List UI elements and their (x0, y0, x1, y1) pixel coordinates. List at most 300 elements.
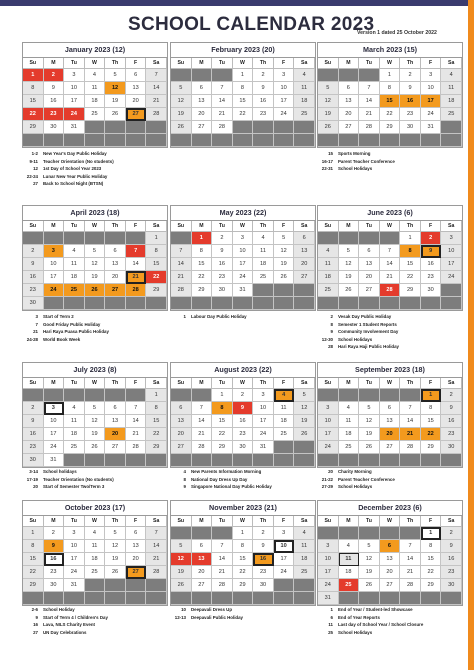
day-cell: 14 (146, 540, 167, 553)
weekday-header: W (233, 58, 254, 69)
day-cell: 19 (274, 258, 295, 271)
note-item (22, 180, 172, 188)
day-cell: 2 (23, 402, 44, 415)
day-cell: 18 (339, 428, 360, 441)
empty-day-cell (339, 454, 360, 467)
weekday-header: Sa (294, 221, 315, 232)
day-cell: 27 (339, 121, 360, 134)
day-cell: 14 (126, 258, 147, 271)
note-text: Good Friday Public Holiday (43, 321, 101, 327)
day-cell: 9 (400, 82, 421, 95)
day-cell: 2 (212, 232, 233, 245)
note-item (317, 328, 467, 336)
month-notes (170, 313, 320, 321)
day-cell: 24 (253, 428, 274, 441)
note-text: Teacher Orientation (No students) (43, 158, 114, 164)
note-item (317, 158, 467, 166)
day-cell: 18 (294, 553, 315, 566)
day-cell: 10 (318, 553, 339, 566)
day-cell: 1 (233, 527, 254, 540)
day-cell: 7 (192, 402, 213, 415)
note-text: Parent Teacher Conference (338, 476, 395, 482)
empty-day-cell (318, 527, 339, 540)
note-text: UN Day Celebrations (43, 629, 87, 635)
day-cell: 11 (85, 540, 106, 553)
day-cell: 1 (23, 69, 44, 82)
empty-day-cell (294, 121, 315, 134)
day-cell: 26 (85, 441, 106, 454)
note-date: 9-11 (29, 158, 38, 164)
note-date: 20 (328, 469, 333, 474)
day-cell: 30 (23, 297, 44, 310)
empty-day-cell (274, 579, 295, 592)
note-date: 12-13 (174, 614, 186, 620)
day-cell: 30 (441, 441, 462, 454)
day-cell: 30 (23, 454, 44, 467)
note-item (22, 336, 172, 344)
day-cell: 3 (253, 389, 274, 402)
day-cell: 12 (171, 553, 192, 566)
day-cell: 19 (359, 566, 380, 579)
day-cell: 16 (253, 95, 274, 108)
weekday-header: Th (253, 58, 274, 69)
note-date: 1 (183, 314, 186, 319)
day-grid (318, 58, 462, 147)
empty-day-cell (253, 134, 274, 147)
note-item (22, 468, 172, 476)
note-text: 1st Day of School Year 2023 (43, 166, 102, 171)
day-cell: 30 (400, 121, 421, 134)
day-cell: 20 (380, 566, 401, 579)
empty-day-cell (294, 454, 315, 467)
day-cell: 12 (294, 402, 315, 415)
empty-day-cell (85, 297, 106, 310)
weekday-header: Tu (212, 58, 233, 69)
day-cell: 30 (253, 579, 274, 592)
empty-day-cell (318, 232, 339, 245)
empty-day-cell (85, 389, 106, 402)
empty-day-cell (400, 297, 421, 310)
note-item (22, 150, 172, 158)
empty-day-cell (253, 284, 274, 297)
day-cell: 2 (44, 527, 65, 540)
note-text: Sports Morning (338, 151, 371, 156)
weekday-header: Sa (146, 58, 167, 69)
day-cell: 21 (126, 428, 147, 441)
day-cell: 11 (64, 258, 85, 271)
weekday-header: M (44, 516, 65, 527)
note-text: World Book Week (43, 336, 81, 342)
day-cell: 21 (192, 428, 213, 441)
day-cell: 22 (400, 271, 421, 284)
empty-day-cell (85, 134, 106, 147)
day-cell: 10 (64, 540, 85, 553)
empty-day-cell (171, 297, 192, 310)
note-date: 22-31 (321, 166, 333, 171)
month-notes (22, 313, 172, 343)
empty-day-cell (294, 284, 315, 297)
day-cell: 14 (126, 415, 147, 428)
day-cell: 13 (359, 258, 380, 271)
note-text: Community Involvement Day (338, 329, 399, 334)
note-text: Start of Term 2 (43, 314, 74, 319)
day-cell: 29 (421, 579, 442, 592)
day-cell: 1 (192, 232, 213, 245)
note-text: Deepavali Public Holiday (191, 614, 243, 620)
day-cell: 4 (85, 527, 106, 540)
weekday-header: W (380, 221, 401, 232)
weekday-header: F (274, 221, 295, 232)
day-cell: 20 (380, 428, 401, 441)
empty-day-cell (400, 389, 421, 402)
day-cell: 30 (233, 441, 254, 454)
day-cell: 7 (146, 69, 167, 82)
empty-day-cell (380, 232, 401, 245)
empty-day-cell (441, 592, 462, 605)
month-title: June 2023 (6) (318, 206, 462, 221)
note-text: Vesak Day Public Holiday (338, 314, 392, 319)
day-cell: 10 (253, 402, 274, 415)
day-cell: 27 (192, 579, 213, 592)
day-cell: 25 (441, 108, 462, 121)
empty-day-cell (274, 441, 295, 454)
day-cell: 5 (339, 245, 360, 258)
empty-day-cell (233, 454, 254, 467)
empty-day-cell (44, 389, 65, 402)
weekday-header: Tu (359, 516, 380, 527)
empty-day-cell (192, 69, 213, 82)
day-cell: 10 (64, 82, 85, 95)
day-cell: 29 (146, 284, 167, 297)
day-cell: 25 (85, 566, 106, 579)
day-cell: 8 (23, 82, 44, 95)
day-cell: 29 (23, 579, 44, 592)
month-calendar (170, 362, 316, 468)
day-cell: 9 (441, 540, 462, 553)
day-grid (23, 378, 167, 467)
day-cell: 10 (44, 415, 65, 428)
note-text: School Holidays (338, 336, 373, 342)
day-cell: 20 (126, 95, 147, 108)
empty-day-cell (441, 297, 462, 310)
note-item (317, 150, 467, 158)
day-cell: 27 (105, 441, 126, 454)
note-text: Singapore National Day Public Holiday (191, 484, 272, 489)
weekday-header: M (339, 221, 360, 232)
day-cell: 28 (400, 579, 421, 592)
empty-day-cell (421, 297, 442, 310)
note-text: Hari Raya Haji Public Holiday (338, 344, 400, 349)
note-date: 9 (330, 329, 333, 334)
weekday-header: Su (171, 221, 192, 232)
day-cell: 27 (380, 441, 401, 454)
day-cell: 22 (380, 108, 401, 121)
empty-day-cell (105, 297, 126, 310)
empty-day-cell (339, 69, 360, 82)
note-date: 20 (33, 484, 38, 489)
empty-day-cell (64, 389, 85, 402)
day-cell: 13 (380, 553, 401, 566)
empty-day-cell (233, 134, 254, 147)
weekday-header: F (421, 58, 442, 69)
weekday-header: Tu (64, 58, 85, 69)
empty-day-cell (44, 232, 65, 245)
note-text: Lava, NILS Charity Event (43, 622, 95, 627)
day-cell: 5 (171, 540, 192, 553)
note-date: 11 (328, 622, 333, 627)
day-grid (171, 58, 315, 147)
day-cell: 21 (212, 566, 233, 579)
empty-day-cell (192, 592, 213, 605)
day-cell: 9 (253, 540, 274, 553)
day-cell: 25 (64, 441, 85, 454)
day-cell: 30 (44, 121, 65, 134)
day-cell: 8 (192, 245, 213, 258)
day-cell: 25 (64, 284, 85, 297)
day-cell: 20 (105, 428, 126, 441)
empty-day-cell (318, 297, 339, 310)
empty-day-cell (294, 592, 315, 605)
note-item (22, 173, 172, 181)
day-cell: 28 (146, 566, 167, 579)
day-cell: 26 (294, 428, 315, 441)
month-notes (22, 468, 172, 491)
empty-day-cell (64, 454, 85, 467)
note-item (170, 313, 320, 321)
day-cell: 31 (44, 454, 65, 467)
empty-day-cell (171, 527, 192, 540)
day-cell: 4 (64, 402, 85, 415)
empty-day-cell (126, 579, 147, 592)
day-cell: 30 (44, 579, 65, 592)
note-item (22, 606, 172, 614)
note-date: 15 (328, 151, 333, 156)
day-cell: 29 (421, 441, 442, 454)
day-cell: 13 (380, 415, 401, 428)
empty-day-cell (105, 121, 126, 134)
day-cell: 29 (23, 121, 44, 134)
day-cell: 18 (85, 95, 106, 108)
day-cell: 22 (233, 108, 254, 121)
day-cell: 26 (339, 284, 360, 297)
day-cell: 25 (294, 108, 315, 121)
note-date: 27 (33, 629, 38, 635)
empty-day-cell (359, 454, 380, 467)
month-notes (22, 606, 172, 636)
day-cell: 29 (146, 441, 167, 454)
day-cell: 16 (233, 415, 254, 428)
day-cell: 26 (105, 566, 126, 579)
month-calendar (22, 500, 168, 606)
day-cell: 16 (253, 553, 274, 566)
day-cell: 17 (64, 95, 85, 108)
day-cell: 26 (359, 441, 380, 454)
month-title: February 2023 (20) (171, 43, 315, 58)
day-cell: 16 (421, 258, 442, 271)
weekday-header: Sa (441, 516, 462, 527)
note-date: 3-14 (29, 469, 38, 474)
month-calendar (170, 42, 316, 148)
empty-day-cell (85, 454, 106, 467)
day-cell: 22 (192, 271, 213, 284)
weekday-header: F (421, 516, 442, 527)
empty-day-cell (441, 454, 462, 467)
note-date: 10 (181, 607, 186, 612)
weekday-header: Su (318, 516, 339, 527)
note-date: 24-28 (26, 336, 38, 342)
note-item (22, 476, 172, 484)
note-item (170, 606, 320, 614)
empty-day-cell (171, 389, 192, 402)
note-text: New Parents Information Morning (191, 469, 262, 474)
day-cell: 26 (85, 284, 106, 297)
day-cell: 14 (212, 95, 233, 108)
day-cell: 15 (233, 553, 254, 566)
day-cell: 19 (171, 566, 192, 579)
day-grid (318, 378, 462, 467)
note-date: 25 (328, 629, 333, 635)
empty-day-cell (294, 441, 315, 454)
day-cell: 9 (421, 245, 442, 258)
empty-day-cell (318, 69, 339, 82)
note-item (22, 158, 172, 166)
weekday-header: Sa (441, 58, 462, 69)
day-cell: 5 (85, 245, 106, 258)
day-cell: 29 (233, 579, 254, 592)
day-cell: 28 (146, 108, 167, 121)
day-cell: 15 (146, 415, 167, 428)
day-cell: 6 (339, 82, 360, 95)
note-item (317, 336, 467, 344)
day-cell: 7 (126, 245, 147, 258)
empty-day-cell (339, 232, 360, 245)
weekday-header: W (380, 378, 401, 389)
day-cell: 28 (126, 284, 147, 297)
day-cell: 21 (400, 428, 421, 441)
day-cell: 21 (146, 553, 167, 566)
empty-day-cell (44, 297, 65, 310)
empty-day-cell (339, 297, 360, 310)
day-cell: 5 (359, 540, 380, 553)
day-cell: 18 (64, 271, 85, 284)
note-date: 27 (33, 181, 38, 186)
day-cell: 17 (421, 95, 442, 108)
weekday-header: Sa (294, 378, 315, 389)
day-cell: 28 (212, 121, 233, 134)
day-cell: 1 (146, 389, 167, 402)
day-cell: 1 (146, 232, 167, 245)
weekday-header: Tu (64, 221, 85, 232)
day-cell: 20 (339, 108, 360, 121)
day-cell: 24 (441, 271, 462, 284)
weekday-header: Th (253, 516, 274, 527)
weekday-header: F (421, 221, 442, 232)
empty-day-cell (400, 134, 421, 147)
day-cell: 6 (192, 540, 213, 553)
empty-day-cell (421, 592, 442, 605)
day-cell: 7 (400, 402, 421, 415)
day-cell: 9 (233, 402, 254, 415)
empty-day-cell (146, 297, 167, 310)
empty-day-cell (64, 592, 85, 605)
day-cell: 12 (171, 95, 192, 108)
empty-day-cell (380, 134, 401, 147)
weekday-header: M (44, 221, 65, 232)
weekday-header: Th (105, 378, 126, 389)
day-cell: 7 (126, 402, 147, 415)
day-cell: 18 (274, 415, 295, 428)
day-grid (318, 221, 462, 310)
day-cell: 3 (44, 245, 65, 258)
day-grid (171, 221, 315, 310)
empty-day-cell (171, 134, 192, 147)
day-cell: 19 (294, 415, 315, 428)
day-cell: 17 (233, 258, 254, 271)
day-cell: 4 (339, 402, 360, 415)
day-cell: 17 (318, 566, 339, 579)
day-cell: 20 (171, 428, 192, 441)
day-cell: 26 (171, 121, 192, 134)
weekday-header: Tu (212, 221, 233, 232)
note-date: 9 (183, 484, 186, 489)
empty-day-cell (359, 297, 380, 310)
day-cell: 19 (171, 108, 192, 121)
day-cell: 12 (105, 82, 126, 95)
empty-day-cell (339, 592, 360, 605)
day-cell: 13 (171, 415, 192, 428)
day-cell: 27 (126, 108, 147, 121)
day-cell: 10 (44, 258, 65, 271)
day-cell: 4 (253, 232, 274, 245)
day-cell: 24 (421, 108, 442, 121)
weekday-header: Sa (146, 516, 167, 527)
day-cell: 18 (339, 566, 360, 579)
empty-day-cell (359, 592, 380, 605)
weekday-header: Su (23, 378, 44, 389)
day-cell: 13 (126, 82, 147, 95)
note-text: Charity Morning (338, 469, 372, 474)
note-item (170, 468, 320, 476)
day-cell: 23 (441, 428, 462, 441)
day-cell: 8 (233, 540, 254, 553)
day-cell: 7 (359, 82, 380, 95)
weekday-header: M (44, 58, 65, 69)
empty-day-cell (380, 389, 401, 402)
day-cell: 20 (126, 553, 147, 566)
day-grid (171, 516, 315, 605)
day-cell: 25 (253, 271, 274, 284)
day-cell: 12 (359, 415, 380, 428)
day-cell: 11 (339, 553, 360, 566)
day-cell: 2 (441, 527, 462, 540)
empty-day-cell (339, 527, 360, 540)
note-item (170, 614, 320, 622)
empty-day-cell (105, 232, 126, 245)
empty-day-cell (441, 134, 462, 147)
day-cell: 2 (253, 527, 274, 540)
day-cell: 4 (294, 69, 315, 82)
empty-day-cell (85, 121, 106, 134)
empty-day-cell (146, 579, 167, 592)
day-cell: 2 (400, 69, 421, 82)
day-cell: 26 (359, 579, 380, 592)
empty-day-cell (85, 592, 106, 605)
day-cell: 29 (400, 284, 421, 297)
month-title: October 2023 (17) (23, 501, 167, 516)
empty-day-cell (23, 134, 44, 147)
month-calendar (317, 205, 463, 311)
weekday-header: Tu (359, 58, 380, 69)
